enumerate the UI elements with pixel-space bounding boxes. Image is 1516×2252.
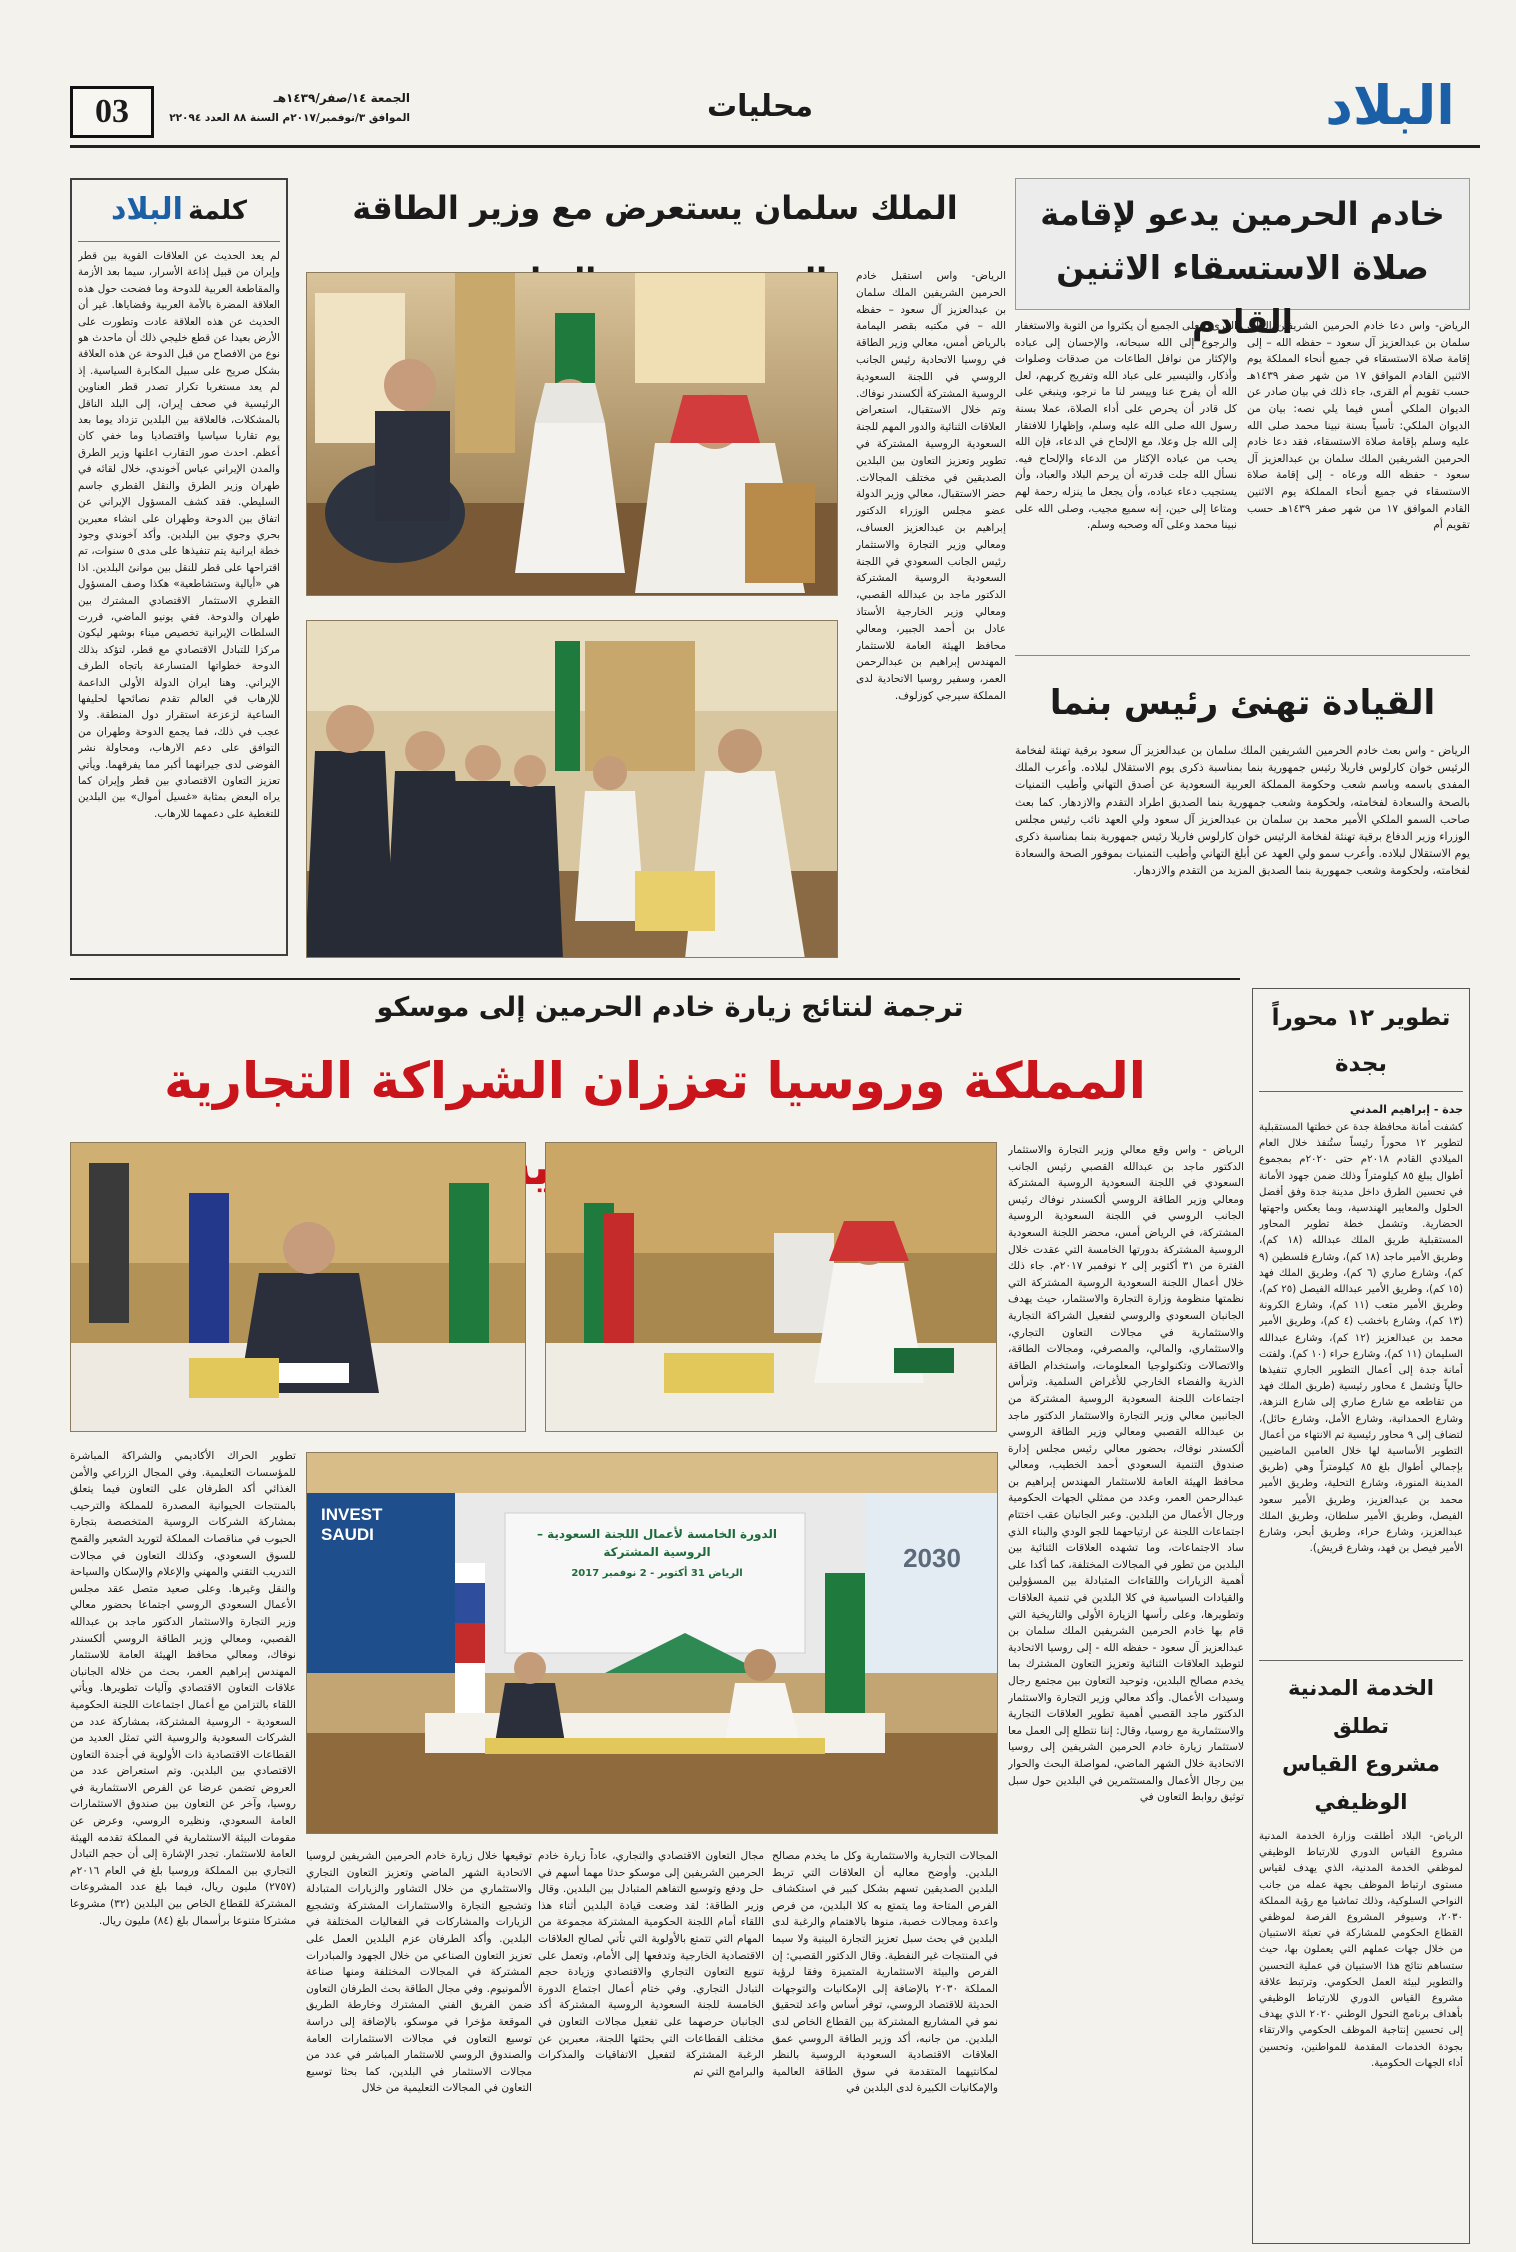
prayer-body-left: القرى، فعلى الجميع أن يكثروا من التوبة والاستغفار والرجوع إلى الله سبحانه، والإحسان إلى عباده والإكثار من نوافل الطاعات من صدقات وصلوات وأذكار، والتيسير على عباد الله وتفريج كربهم، لعل الله أن يفرج عنا وييسر لنا ما نرجو، وينبغي على كل قادر أن يحرص على أداء الصلاة، عملا بسنة رسول الله صلى الله عليه وسلم، وإظهارا للافتقار إلى الله جل وعلا، مع الإلحاح في الدعاء، فإن الله يحب من عباده الإكثار من الدعاء والإلحاح فيه. نسأل الله جلت قدرته أن يرحم البلاد والعباد، وأن يستجيب دعاء عباده، وأن يجعل ما ينزله رحمة لهم ومتاعا إلى حين، إنه سميع مجيب، وصلى الله على نبينا محمد وعلى آله وصحبه وسلم.: [1015, 320, 1237, 532]
screen-text: الدورة الخامسة لأعمال اللجنة السعودية – الروسية المشتركة الرياض 31 أكتوبر - 2 نوفمبر 2017: [536, 1527, 778, 1579]
king-photo-meeting: [306, 272, 838, 596]
moscow-photo-signing-russia-image: [70, 1143, 525, 1432]
kalima-box: [70, 178, 288, 956]
issue-date: الجمعة ١٤/صفر/١٤٣٩هـ الموافق ٣/نوفمبر/٢٠١٧م السنة ٨٨ العدد ٢٢٠٩٤: [169, 91, 410, 124]
jeddah-body: كشفت أمانة محافظة جدة عن خطتها المستقبلية لتطوير ١٢ محوراً رئيساً ستُنفذ خلال العام الميلادي القادم ٢٠١٨م حتى ٢٠٢٠م بمجموع أطوال يبلغ ٨٥ كيلومتراً وذلك ضمن جهود الأمانة في تحسين الطرق داخل مدينة جدة وفق أفضل الحلول والمعايير الهندسية، وبما يعكس واجهتها الحضارية. وتشمل خطة تطوير المحاور المستقبلية طريق الملك عبدالله (١٨ كم)، وطريق الأمير ماجد (١٨ كم)، وشارع فلسطين (٩ كم)، وشارع صاري (٦ كم)، وطريق الملك فهد (١٥ كم)، وطريق الأمير عبدالله الفيصل (٢٥ كم)، وطريق الأمير متعب (١١ كم)، وشارع الكرونة (١٣ كم)، وشارع باخشب (٤ كم)، وطريق الأمير محمد بن عبدالعزيز (١٢ كم)، وشارع عبدالله السليمان (١١ كم)، وشارع حراء (١٠ كم). ولفتت أمانة جدة إلى أعمال التطوير الجاري تنفيذها حالياً وتشمل ٤ محاور رئيسية (طريق الملك فهد من تقاطعه مع شارع صاري إلى شارع النزهة، وشارع الحمدانية، وشارع الأمل، وشارع حائل)، لتضاف إلى ٩ محاور رئيسية تم الانتهاء من أعمال التطوير الأساسية لها خلال العامين الماضيين بإجمالي أطوال بلغ ٨٥ كيلومتراً وهي (طريق المدينة المنورة، وشارع التحلية، وطريق الأمير محمد بن عبدالعزيز، وطريق الأمير سعود الفيصل، وطريق الأمير سلطان، وطريق الملك عبدالعزيز، وشارع حراء، وطريق أبحر، وشارع الأمير فيصل بن فهد، وشارع قريش).: [1259, 1122, 1463, 1555]
jeddah-headline: تطوير ١٢ محوراً بجدة: [1259, 995, 1463, 1092]
invest-saudi-logo: INVEST SAUDI: [321, 1505, 383, 1544]
sidebar-box: [1252, 988, 1470, 2244]
jeddah-byline: جدة - إبراهيم المدني: [1350, 1103, 1463, 1116]
prayer-headline: خادم الحرمين يدعو لإقامة صلاة الاستسقاء الاثنين القادم: [1015, 178, 1470, 310]
moscow-photo-signing-russia: [70, 1142, 526, 1432]
moscow-col-d: توقيعها خلال زيارة خادم الحرمين الشريفين لروسيا الاتحادية الشهر الماضي وتعزيز التعاون التجاري والاستثماري من خلال التشاور والزيارات المتبادلة وتشجيع التجارة والاستثمارات المشتركة وتشجيع الزيارات والمشاركات في الفعاليات المختلفة في البلدين. وأكد الطرفان عزم البلدين العمل على تعزيز التعاون الصناعي من خلال الجهود والمبادرات المشتركة في المجالات المختلفة ومنها صناعة الألمونيوم. وفي مجال الطاقة بحث الطرفان التعاون ضمن الفريق الفني المشترك وخارطة الطريق الموقعة مؤخرا في موسكو، بالإضافة إلى دراسة توسيع التعاون في مجالات الاستثمارات العامة والصندوق الروسي للاستثمار المباشر في عدد من مجالات الاستثمار في البلدين، كما بحثا توسيع التعاون في المجالات التعليمية من خلال: [306, 1850, 532, 2095]
kalima-title: كلمة البلاد: [78, 188, 280, 242]
moscow-photo-conference: [306, 1452, 998, 1834]
kalima-body: لم يعد الحديث عن العلاقات القوية بين قطر وإيران من قبيل إذاعة الأسرار، سيما بعد الأزمة والمقاطعة العربية للدوحة وما فضحت حول هذه العلاقة المضرة بالأمة العربية وقضاياها. غير أن الحديث عن هذه العلاقة عادت وتطورت على الأرض بعيدا عن قطع خليجي ذلك أن ماحدث هو نوع من الافصاح من قبل الدوحة عن هذه العلاقة بشكل صريح على سبيل المكابرة السياسية. إذ لم يعد مستغربا تكرار تصدر قطر العناوين الرئيسية في صحف إيران، إلى البلد الناقل بالمشكلات، فالعلاقة بين البلدين تزداد يوما بعد يوم تقاربا سياسيا واقتصاديا وما خفي كان أعظم. احدث صور التقارب اعلنها وزير الطرق والمدن الإيراني عباس آخوندي، خلال لقائه في طهران وزير الطرق والنقل القطري جاسم السليطي. فقد كشف المسؤول الإيراني عن اتفاق بين الدوحة وطهران على انشاء معبرين بحري وجوي بين البلدين. وأكد آخوندي وجود خطة ايرانية يتم تنفيذها على مدى ٥ سنوات، تم اقتراحها على قطر للنقل بين موانئ البلدين. اذا هي «أيالية وستشاطعية» هكذا وصف المسؤول القطري الاستثمار الاقتصادي المشترك بين طهران والدوحة. ففي يونيو الماضي، قررت السلطات الإيرانية تخصيص ميناء بوشهر ليكون مركزا للتبادل الاقتصادي مع قطر، لتؤكد بذلك الدوحة خطواتها المتسارعة باتجاه الطرف الإيراني. وهنا ايران الدولة الأولى الداعمة للإرهاب في العالم تقدم نصائحها لحليفها الساعية لزعزعة استقرار دول المنطقة. ولا عجب في ذلك، فما يجمع الدوحة وطهران من التوافق على دعم الارهاب، ومحاولة نشر الفوضى لدى جيرانهما أكبر مما يفرقهما. ويأتي تعزيز التعاون الاقتصادي بين قطر وإيران كما يراه البعض بمثابة «غسيل أموال» بين البلدين للتغطية على دعمهما للارهاب.: [78, 250, 280, 820]
moscow-col-c: مجال التعاون الاقتصادي والتجاري، عاداً زيارة خادم الحرمين الشريفين إلى موسكو حدثا مهما أسهم في حل ودفع وتوسيع التفاهم المتبادل بين البلدين. وقال وزير الطاقة: لقد وضعت قيادة البلدين أثناء هذا اللقاء أمام اللجنة الحكومية المشتركة مجموعة من المهام التي تتمتع بالأولوية التي تأتي لصالح العلاقات الاقتصادية الخارجية وتدفعها إلى الأمام، وتعمل على تنويع التعاون التجاري والاقتصادي وزيادة حجم التبادل التجاري. وفي ختام أعمال اجتماع الدورة الخامسة للجنة السعودية الروسية المشتركة أكد الجانبان حرصهما على تفعيل مجالات التعاون في مختلف القطاعات التي بحثتها اللجنة، معبرين عن الرغبة المشتركة لتفعيل الاتفاقيات والمذكرات والبرامج التي تم: [538, 1850, 764, 2078]
header-rule: [70, 145, 1480, 148]
moscow-photo-signing-saudi-image: [545, 1143, 996, 1432]
masthead: [0, 0, 1516, 150]
king-headline: الملك سلمان يستعرض مع وزير الطاقة: [352, 189, 958, 227]
mid-rule: [70, 978, 1240, 980]
moscow-col-e: تطوير الحراك الأكاديمي والشراكة المباشرة للمؤسسات التعليمية. وفي المجال الزراعي والأمن الغذائي أكد الطرفان على التعاون فيما يتعلق بالمنتجات الحيوانية المصدرة للمملكة والترحيب بمشاركة الشركات الروسية المتخصصة بتجارة الحبوب في مناقصات المملكة لتوريد الشعير والقمح للسوق السعودي، وكذلك التعاون في مجالات التدريب التقني والمهني والإعلام والإسكان والسياحة والنقل وغيرها. وعلى صعيد متصل عقد مجلس الأعمال السعودي الروسي اجتماعا بحضور معالي وزير التجارة والاستثمار الدكتور ماجد بن عبدالله القصبي، ومعالي وزير الطاقة الروسي ألكسندر نوفاك، ومعالي محافظ الهيئة العامة للاستثمار المهندس إبراهيم العمر، بحث من خلاله الجانبان علاقات التعاون الاقتصادي وآليات تطويرها. ويأتي اللقاء بالتزامن مع أعمال اجتماعات اللجنة الحكومية السعودية - الروسية المشتركة، بمشاركة عدد من الشركات السعودية والروسية التي تمثل العديد من القطاعات الاقتصادية ذات الأولوية في أجندة التعاون الاقتصادي بين البلدين. وتم استعراض عدد من العروض تضمن عرضا عن الفرص الاستثمارية في روسيا، وآخر عن التعاون بين صندوق الاستثمارات العامة السعودي، ونظيره الروسي، وعرض عن مقومات البيئة الاستثمارية في المملكة تقدمه الهيئة العامة للاستثمار. تجدر الإشارة إلى أن حجم التبادل التجاري بين المملكة وروسيا بلغ في العام ٢٠١٦م (٢٧٥٧) مليون ريال، فيما بلغ عدد المشروعات المشتركة للقطاع الخاص بين البلدين (٣٢) مشروعا مشتركا متنوعا برأسمال بلغ (٨٤) مليون ريال.: [70, 1450, 296, 1927]
king-photo-meeting-image: [306, 273, 837, 596]
prayer-body-right: الرياض- واس دعا خادم الحرمين الشريفين الملك سلمان بن عبدالعزيز آل سعود – حفظه الله – إلى إقامة صلاة الاستسقاء في جميع أنحاء المملكة يوم الاثنين القادم الموافق ١٧ من شهر صفر ١٤٣٩هـ حسب تقويم أم القرى، جاء ذلك في بيان صادر عن الديوان الملكي أمس فيما يلي نصه: بيان من الديوان الملكي: تأسياً بسنة نبينا محمد صلى الله عليه وسلم بإقامة صلاة الاستسقاء، فقد دعا خادم الحرمين الشريفين الملك سلمان بن عبدالعزيز آل سعود - حفظه الله ورعاه - إلى إقامة صلاة الاستسقاء في جميع أنحاء المملكة يوم الاثنين القادم الموافق ١٧ من شهر صفر ١٤٣٩هـ حسب تقويم أم: [1247, 320, 1470, 532]
panama-headline: القيادة تهنئ رئيس بنما: [1049, 683, 1436, 723]
moscow-col-b: المجالات التجارية والاستثمارية وكل ما يخدم مصالح البلدين. وأوضح معاليه أن العلاقات التي تربط البلدين الصديقين تسهم بشكل كبير في استكشاف الفرص المتاحة وما يتمتع به كلا البلدين، من فرص واعدة ومجالات خصبة، منوها بالاهتمام والرغبة لدى البلدين في بحث سبل تعزيز التجارة البينية ولا سيما في المنتجات غير النفطية. وقال الدكتور القصبي: إن الفرص والبيئة الاستثمارية المتميزة وفقا لرؤية المملكة ٢٠٣٠ بالإضافة إلى الإمكانيات والتوجهات الحديثة للاقتصاد الروسي، توفر أساس واعد لتحقيق نمو في المشاريع المشتركة بين القطاع الخاص لدى البلدين. من جانبه، أكد وزير الطاقة الروسي عمق العلاقات الاقتصادية السعودية الروسية بالنظر لمكانتيهما المتقدمة في سوق الطاقة العالمية والإمكانيات الكبيرة لدى البلدين في: [772, 1850, 998, 2095]
section-title: محليات: [706, 89, 814, 124]
moscow-photo-signing-saudi: [545, 1142, 997, 1432]
moscow-kicker: ترجمة لنتائج زيارة خادم الحرمين إلى موسكو: [376, 992, 964, 1023]
moscow-headline: المملكة وروسيا تعززان الشراكة التجارية: [164, 1052, 1146, 1110]
page-number: 03: [70, 86, 154, 138]
civil-headline-2: مشروع القياس الوظيفي: [1282, 1752, 1440, 1814]
king-photo-group-image: [306, 621, 837, 958]
moscow-col-a: الرياض - واس وقع معالي وزير التجارة والاستثمار الدكتور ماجد بن عبدالله القصبي رئيس الجانب السعودي في اللجنة السعودية الروسية المشتركة ومعالي وزير الطاقة الروسي ألكسندر نوفاك رئيس الجانب الروسي في اللجنة السعودية الروسية المشتركة، في الرياض أمس، محضر اللجنة السعودية الروسية المشتركة بدورتها الخامسة التي عقدت خلال الفترة من ٣١ أكتوبر إلى ٢ نوفمبر ٢٠١٧م. جاء ذلك خلال أعمال اللجنة السعودية الروسية المشتركة التي نظمتها منظومة وزارة التجارة والاستثمار، حيث يهدف الجانبان السعودي والروسي لتفعيل الشراكة التجارية والاستثمارية في مجالات التعاون التجاري، والاستثماري، والمالي، والمصرفي، ومجالات الطاقة، والاتصالات وتكنولوجيا المعلومات، واستخدام الطاقة الذرية والفضاء الخارجي للأغراض السلمية. وترأس اجتماعات اللجنة السعودية الروسية المشتركة من الجانبين معالي وزير التجارة والاستثمار الدكتور ماجد بن عبدالله القصبي ومعالي وزير الطاقة الروسي ألكسندر نوفاك، بحضور معالي رئيس مجلس إدارة صندوق التنمية السعودي أحمد الخطيب، ومعالي محافظ الهيئة العامة للاستثمار المهندس إبراهيم بن عبدالرحمن العمر، وعدد من ممثلي الجهات الحكومية ورجال الأعمال من البلدين. وعبر الجانبان عقب اختتام اجتماعات اللجنة عن ارتياحهما للجو الودي والبناء الذي ساد الاجتماعات، وما تشهده العلاقات الثنائية بين البلدين من تطور في المجالات المختلفة، كما أكدا على أهمية الزيارات واللقاءات المتبادلة بين المسؤولين والقيادات السياسية في كلا البلدين في تنمية العلاقات وتطويرها، وعلى رأسها الزيارة الأولى والتاريخية التي قام بها خادم الحرمين الشريفين الملك سلمان بن عبدالعزيز آل سعود - حفظه الله - إلى روسيا الاتحادية لتوطيد العلاقات الثنائية وتعزيز التعاون المشترك بما يخدم مصالح البلدين، وتوحيد التعاون بين مجتمع رجال وسيدات الأعمال. وأكد معالي وزير التجارة والاستثمار الدكتور ماجد القصبي أهمية تطوير العلاقات التجارية والاستثمارية مع روسيا، وقال: إننا نتطلع إلى العمل معا لاستثمار زيارة خادم الحرمين الشريفين إلى روسيا الاتحادية خلال الشهر الماضي، لمواصلة البحث والحوار بين رجال الأعمال والمستثمرين في البلدين حول سبل توثيق روابط التعاون في: [1008, 1144, 1244, 1804]
brand-logo: البلاد: [1325, 74, 1455, 137]
king-photo-group: [306, 620, 838, 958]
civil-headline-1: الخدمة المدنية تطلق: [1288, 1676, 1434, 1738]
prayer-divider: [1015, 655, 1470, 656]
civil-body: الرياض- البلاد أطلقت وزارة الخدمة المدنية مشروع القياس الدوري للارتباط الوظيفي لموظفي الخدمة المدنية، الذي يهدف لقياس مستوى ارتباط الموظف بجهة عمله من جانب النواحي السلوكية، وذلك تماشيا مع رؤية المملكة ٢٠٣٠، وسيوفر المشروع الفرصة لموظفي القطاع الحكومي للمشاركة في تعبئة الاستبيان من خلال جهات عملهم التي يعملون بها، حيث ستساهم نتائج هذا الاستبيان في عملية التحسين والتطوير لبيئة العمل الحكومي. وترتبط علاقة مشروع القياس الدوري للارتباط الوظيفي بأهداف برنامج التحول الوطني ٢٠٢٠ الذي يهدف إلى تحسين إنتاجية الموظف الحكومي والارتقاء بجودة الخدمات المقدمة للمواطنين، وتحسين أداء الجهات الحكومية.: [1259, 1831, 1463, 2069]
king-body: الرياض- واس استقبل خادم الحرمين الشريفين الملك سلمان بن عبدالعزيز آل سعود – حفظه الله – في مكتبه بقصر اليمامة بالرياض أمس، معالي وزير الطاقة في روسيا الاتحادية رئيس الجانب الروسي في اللجنة السعودية الروسية المشتركة ألكسندر نوفاك. وتم خلال الاستقبال، استعراض العلاقات الثنائية والدور المهم للجنة السعودية الروسية المشتركة في تطوير وتعزيز التعاون بين البلدين الصديقين في مختلف المجالات. حضر الاستقبال، معالي وزير الدولة عضو مجلس الوزراء الدكتور إبراهيم بن عبدالعزيز العساف، ومعالي وزير التجارة والاستثمار رئيس الجانب السعودي في اللجنة السعودية الروسية المشتركة الدكتور ماجد بن عبدالله القصبي، ومعالي وزير الخارجية الأستاذ عادل بن أحمد الجبير، ومعالي محافظ الهيئة العامة للاستثمار المهندس إبراهيم بن عبدالرحمن العمر، وسفير روسيا الاتحادية لدى المملكة سيرجي كوزلوف.: [856, 270, 1006, 702]
panama-body: الرياض - واس بعث خادم الحرمين الشريفين الملك سلمان بن عبدالعزيز آل سعود برقية تهنئة لفخامة الرئيس خوان كارلوس فاريلا رئيس جمهورية بنما بمناسبة ذكرى يوم الاستقلال لبلاده. وأعرب الملك المفدى باسمه وباسم شعب وحكومة المملكة العربية السعودية عن أصدق التهاني وأطيب التمنيات بالصحة والسعادة لفخامته، ولحكومة وشعب جمهورية بنما الصديق اطراد التقدم والازدهار. كما بعث صاحب السمو الملكي الأمير محمد بن سلمان بن عبدالعزيز آل سعود ولي العهد نائب رئيس مجلس الوزراء وزير الدفاع برقية تهنئة لفخامة الرئيس خوان كارلوس فاريلا رئيس جمهورية بنما بمناسبة ذكرى يوم الاستقلال لبلاده. وأعرب سمو ولي العهد عن أبلغ التهاني وأطيب التمنيات بموفور الصحة والسعادة لفخامته، ولحكومة وشعب جمهورية بنما الصديق المزيد من التقدم والازدهار.: [1015, 744, 1470, 878]
civil-divider: [1259, 1660, 1463, 1661]
vision-2030-logo: 2030: [903, 1543, 961, 1573]
